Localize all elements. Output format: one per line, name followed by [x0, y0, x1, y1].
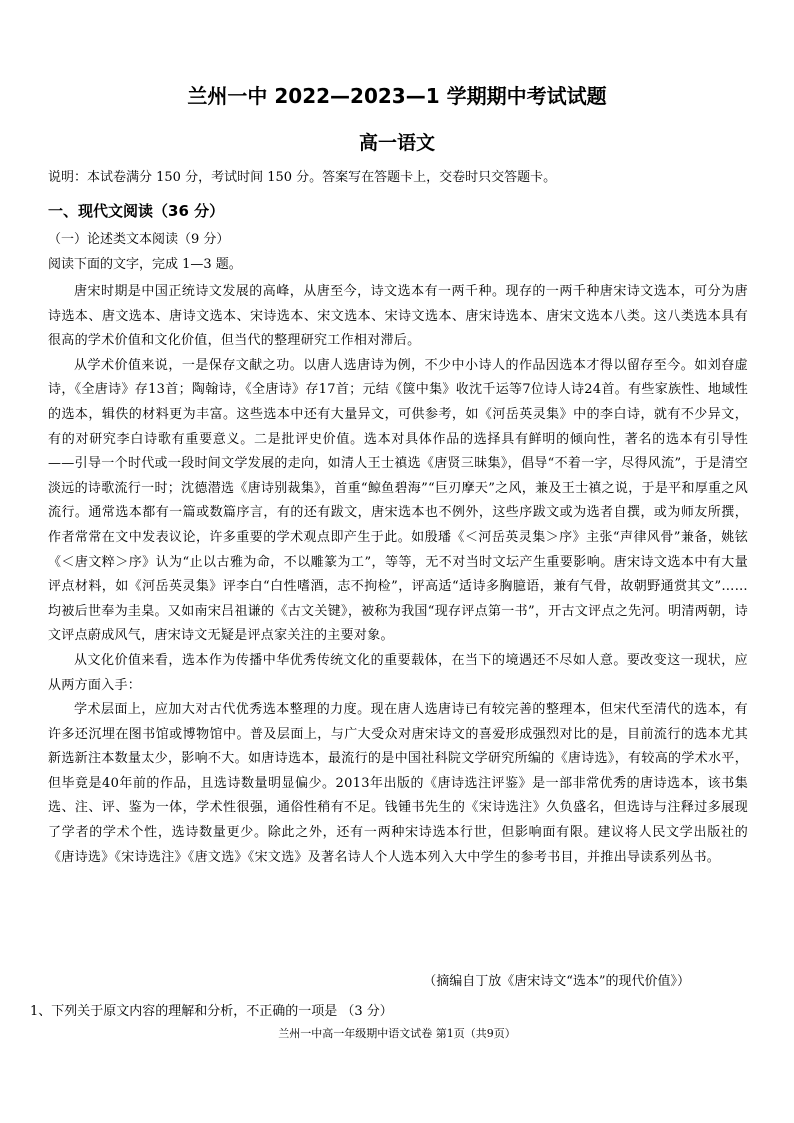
exam-instructions: 说明：本试卷满分 150 分，考试时间 150 分。答案写在答题卡上，交卷时只交答题卡。	[48, 170, 557, 185]
section-heading: 一、现代文阅读（36 分）	[48, 202, 225, 220]
passage-paragraph-3: 从文化价值来看，选本作为传播中华优秀传统文化的重要载体，在当下的境遇还不尽如人意。要改变这一现状，应从两方面入手：	[48, 652, 748, 693]
question-1: 1、下列关于原文内容的理解和分析，不正确的一项是 （3 分）	[30, 1004, 393, 1019]
subsection-heading: （一）论述类文本阅读（9 分）	[48, 232, 230, 247]
passage-paragraph-4: 学术层面上，应加大对古代优秀选本整理的力度。现在唐人选唐诗已有较完善的整理本，但宋代至清代的选本，有许多还沉埋在图书馆或博物馆中。普及层面上，与广大受众对唐宋诗文的喜爱形成强烈对比的是，目前流行的选本尤其新选新注本数量太少，影响不大。如唐诗选本，最流行的是中国社科院文学研究所编的《唐诗选》，有较高的学术水平，但毕竟是40年前的作品，且选诗数量明显偏少。2013年出版的《唐诗选注评鉴》是一部非常优秀的唐诗选本，该书集选、注、评、鉴为一体，学术性很强，通俗性稍有不足。钱锺书先生的《宋诗选注》久负盛名，但选诗与注释过多展现了学者的学术个性，选诗数量更少。除此之外，还有一两种宋诗选本行世，但影响面有限。建议将人民文学出版社的《唐诗选》《宋诗选注》《唐文选》《宋文选》及著名诗人个人选本列入大中学生的参考书目，并推出导读系列丛书。	[48, 702, 748, 865]
passage	[48, 280, 748, 870]
exam-title: 兰州一中 2022—2023—1 学期期中考试试题	[187, 84, 607, 108]
exam-subject: 高一语文	[358, 132, 435, 154]
passage-paragraph-2: 从学术价值来说，一是保存文献之功。以唐人选唐诗为例，不少中小诗人的作品因选本才得以留存至今。如刘昚虚诗，《全唐诗》存13首；陶翰诗，《全唐诗》存17首；元结《箧中集》收沈千运等7位诗人诗24首。有些家族性、地域性的选本，辑佚的材料更为丰富。这些选本中还有大量异文，可供参考，如《河岳英灵集》中的李白诗，就有不少异文，有的对研究李白诗歌有重要意义。二是批评史价值。选本对具体作品的选择具有鲜明的倾向性，著名的选本有引导性——引导一个时代或一段时间文学发展的走向，如清人王士禛选《唐贤三昧集》，倡导“不着一字，尽得风流”，于是清空淡远的诗歌流行一时；沈德潜选《唐诗别裁集》，首重“鲸鱼碧海”“巨刃摩天”之风，兼及王士禛之说，于是平和厚重之风流行。通常选本都有一篇或数篇序言，有的还有跋文，唐宋选本也不例外，这些序跋文或为选者自撰，或为师友所撰，作者常常在文中发表议论，许多重要的学术观点即产生于此。如殷璠《＜河岳英灵集＞序》主张“声律风骨”兼备，姚铉《＜唐文粹＞序》认为“止以古雅为命，不以雕篆为工”，等等，无不对当时文坛产生重要影响。唐宋诗文选本中有大量评点材料，如《河岳英灵集》评李白“白性嗜酒，志不拘检”，评高适“适诗多胸臆语，兼有气骨，故朝野通赏其文”……均被后世奉为圭臬。又如南宋吕祖谦的《古文关键》，被称为我国“现存评点第一书”，开古文评点之先河。明清两朝，诗文评点蔚成风气，唐宋诗文无疑是评点家关注的主要对象。	[48, 357, 748, 644]
reading-prompt: 阅读下面的文字，完成 1—3 题。	[48, 257, 242, 272]
passage-paragraph-1: 唐宋时期是中国正统诗文发展的高峰，从唐至今，诗文选本有一两千种。现存的一两千种唐宋诗文选本，可分为唐诗选本、唐文选本、唐诗文选本、宋诗选本、宋文选本、宋诗文选本、唐宋诗选本、唐宋文选本八类。这八类选本具有很高的学术价值和文化价值，但当代的整理研究工作相对滞后。	[48, 284, 748, 349]
page-footer: 兰州一中高一年级期中语文试卷 第1页（共9页）	[278, 1027, 516, 1040]
passage-source: （摘编自丁放《唐宋诗文“选本”的现代价值》）	[423, 974, 690, 989]
